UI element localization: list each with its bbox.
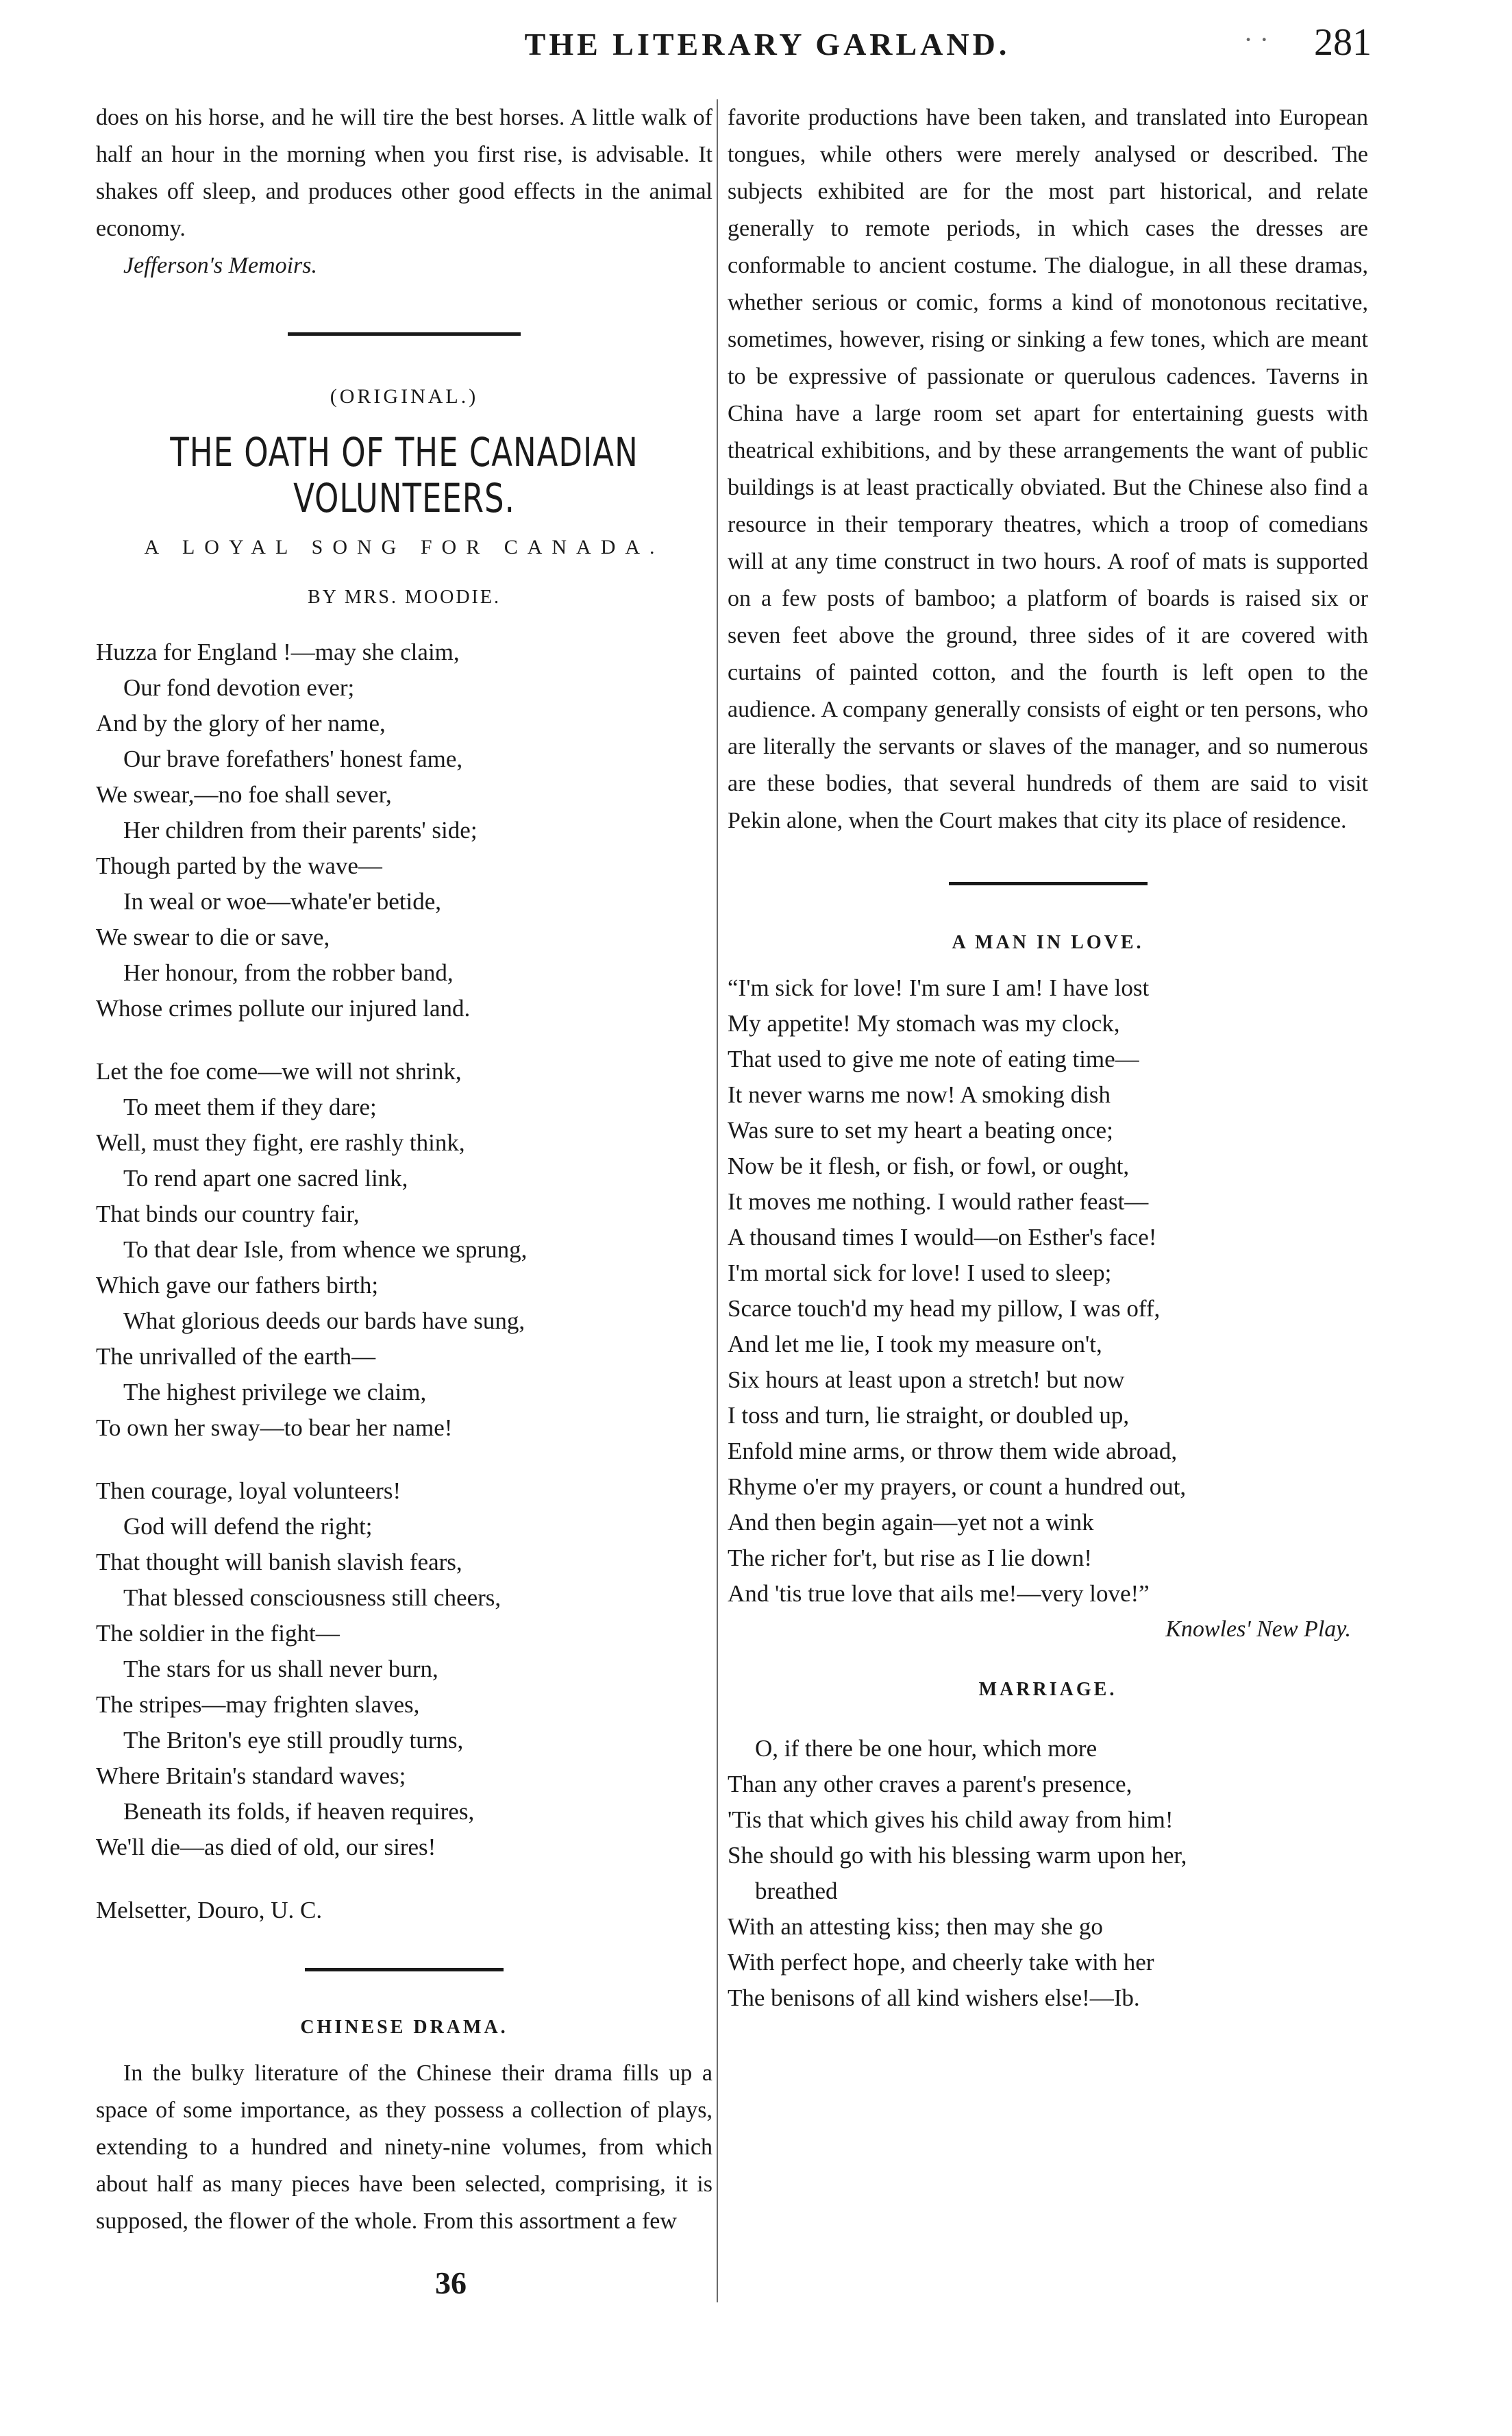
right-column <box>728 99 1368 2016</box>
section-rule <box>305 1968 504 1971</box>
verse-line: Which gave our fathers birth; <box>96 1272 379 1299</box>
verse-line: Was sure to set my heart a beating once; <box>728 1117 1113 1144</box>
verse-line: 'Tis that which gives his child away from him! <box>728 1806 1174 1833</box>
intro-attribution: Jefferson's Memoirs. <box>123 253 318 278</box>
verse-line: Whose crimes pollute our injured land. <box>96 995 471 1022</box>
verse-line: Let the foe come—we will not shrink, <box>96 1058 462 1085</box>
verse-line: Beneath its folds, if heaven requires, <box>123 1798 475 1825</box>
verse-line: The stars for us shall never burn, <box>123 1656 438 1682</box>
verse-line: We'll die—as died of old, our sires! <box>96 1834 436 1860</box>
verse-line: Scarce touch'd my head my pillow, I was off, <box>728 1295 1161 1322</box>
poem-stanza <box>96 635 712 1026</box>
verse-line: We swear to die or save, <box>96 924 330 950</box>
love-heading: A MAN IN LOVE. <box>952 932 1144 953</box>
verse-line: “I'm sick for love! I'm sure I am! I have lost <box>728 974 1150 1001</box>
verse-line: The highest privilege we claim, <box>123 1379 427 1405</box>
verse-line: Than any other craves a parent's presence, <box>728 1771 1132 1797</box>
verse-line: The stripes—may frighten slaves, <box>96 1691 420 1718</box>
verse-line: The Briton's eye still proudly turns, <box>123 1727 464 1754</box>
verse-line: To meet them if they dare; <box>123 1094 377 1120</box>
verse-line: Huzza for England !—may she claim, <box>96 639 460 665</box>
verse-line: Though parted by the wave— <box>96 852 382 879</box>
verse-line: And let me lie, I took my measure on't, <box>728 1331 1102 1357</box>
verse-line: God will defend the right; <box>123 1513 373 1540</box>
verse-line: With an attesting kiss; then may she go <box>728 1913 1103 1940</box>
verse-line: Her honour, from the robber band, <box>123 959 454 986</box>
poem-subtitle: A LOYAL SONG FOR CANADA. <box>144 536 665 558</box>
running-head: THE LITERARY GARLAND. <box>524 27 1011 62</box>
verse-line: My appetite! My stomach was my clock, <box>728 1010 1120 1037</box>
poem-stanza <box>96 1054 712 1446</box>
verse-line: O, if there be one hour, which more <box>755 1735 1098 1762</box>
verse-line: She should go with his blessing warm upon her, <box>728 1842 1187 1869</box>
poem-byline: BY MRS. MOODIE. <box>308 587 501 608</box>
verse-line: To rend apart one sacred link, <box>123 1165 408 1192</box>
poem-title: THE OATH OF THE CANADIAN VOLUNTEERS. <box>170 430 639 521</box>
verse-line: Enfold mine arms, or throw them wide abroad, <box>728 1438 1178 1464</box>
verse-line: In weal or woe—whate'er betide, <box>123 888 442 915</box>
verse-line: I'm mortal sick for love! I used to sleep; <box>728 1259 1112 1286</box>
verse-line: The soldier in the fight— <box>96 1620 340 1647</box>
verse-line: The benisons of all kind wishers else!—Ib. <box>728 1984 1140 2011</box>
page-number: 281 <box>1314 21 1372 64</box>
drama-paragraph: In the bulky literature of the Chinese their drama fills up a space of some importance, as they possess a collection of plays, extending to a hundred and ninety-nine volumes, from which about half as many pieces have been selected, comprising, it is supposed, the flower of the whole. From this assortment a few <box>96 2060 712 2234</box>
verse-line: To that dear Isle, from whence we sprung, <box>123 1236 528 1263</box>
verse-line: That used to give me note of eating time— <box>728 1046 1139 1072</box>
drama-continuation: favorite productions have been taken, and translated into European tongues, while others were merely analysed or described. The subjects exhibited are for the most part historical, and relate generally to remote periods, in which cases the dresses are conformable to ancient costume. The dialogue, in all these dramas, whether serious or comic, forms a kind of monotonous recitative, sometimes, however, rising or sinking a few tones, which are meant to be expressive of passionate or querulous cadences. Taverns in China have a large room set apart for entertaining guests with theatrical exhibitions, and by these arrangements the want of public buildings is at least practically obviated. But the Chinese also find a resource in their temporary theatres, which a troop of comedians will at any time construct in two hours. A roof of mats is supported on a few posts of bamboo; a platform of boards is raised six or seven feet above the ground, three sides of it are covered with curtains of painted cotton, and the fourth is left open to the audience. A company generally consists of eight or ten persons, who are literally the servants or slaves of the manager, and so numerous are these bodies, that several hundreds of them are said to visit Pekin alone, when the Court makes that city its place of residence. <box>728 105 1368 833</box>
verse-line: The unrivalled of the earth— <box>96 1343 376 1370</box>
section-rule <box>949 882 1148 885</box>
verse-line: Where Britain's standard waves; <box>96 1762 406 1789</box>
verse-line: Her children from their parents' side; <box>123 817 478 844</box>
verse-line: It never warns me now! A smoking dish <box>728 1081 1111 1108</box>
drama-heading: CHINESE DRAMA. <box>300 2017 508 2038</box>
verse-line: A thousand times I would—on Esther's face! <box>728 1224 1157 1251</box>
verse-line: Rhyme o'er my prayers, or count a hundred out, <box>728 1473 1187 1500</box>
love-attribution: Knowles' New Play. <box>1165 1616 1351 1642</box>
header-dots: · · <box>1243 24 1269 55</box>
marriage-poem <box>728 1731 1368 2016</box>
verse-line: To own her sway—to bear her name! <box>96 1414 453 1441</box>
verse-line: Now be it flesh, or fish, or fowl, or ought, <box>728 1153 1130 1179</box>
verse-line: Then courage, loyal volunteers! <box>96 1477 401 1504</box>
verse-line: What glorious deeds our bards have sung, <box>123 1307 525 1334</box>
verse-line: The richer for't, but rise as I lie down! <box>728 1545 1093 1571</box>
verse-line: Our brave forefathers' honest fame, <box>123 746 463 772</box>
poem-body <box>96 635 712 1865</box>
original-label: (ORIGINAL.) <box>330 385 479 408</box>
verse-line: With perfect hope, and cheerly take with her <box>728 1949 1154 1976</box>
verse-line: Our fond devotion ever; <box>123 674 355 701</box>
verse-line: And by the glory of her name, <box>96 710 386 737</box>
left-column <box>96 99 712 2240</box>
marriage-heading: MARRIAGE. <box>978 1679 1117 1700</box>
verse-line: Well, must they fight, ere rashly think, <box>96 1129 465 1156</box>
poem-stanza <box>96 1473 712 1865</box>
verse-line: We swear,—no foe shall sever, <box>96 781 392 808</box>
verse-line: Six hours at least upon a stretch! but now <box>728 1366 1125 1393</box>
verse-line: I toss and turn, lie straight, or doubled up, <box>728 1402 1130 1429</box>
column-divider <box>717 99 718 2302</box>
section-rule <box>288 332 521 336</box>
verse-line: And then begin again—yet not a wink <box>728 1509 1094 1536</box>
verse-line: That binds our country fair, <box>96 1201 360 1227</box>
signature-mark: 36 <box>435 2265 467 2300</box>
love-poem <box>728 970 1368 1612</box>
verse-line: breathed <box>755 1878 838 1904</box>
verse-line: That blessed consciousness still cheers, <box>123 1584 501 1611</box>
poem-signature: Melsetter, Douro, U. C. <box>96 1897 323 1923</box>
verse-line: That thought will banish slavish fears, <box>96 1549 462 1575</box>
verse-line: And 'tis true love that ails me!—very love!” <box>728 1580 1150 1607</box>
verse-line: It moves me nothing. I would rather feast— <box>728 1188 1149 1215</box>
intro-paragraph: does on his horse, and he will tire the best horses. A little walk of half an hour in the morning when you first rise, is advisable. It shakes off sleep, and produces other good effects in the animal economy. <box>96 105 712 241</box>
